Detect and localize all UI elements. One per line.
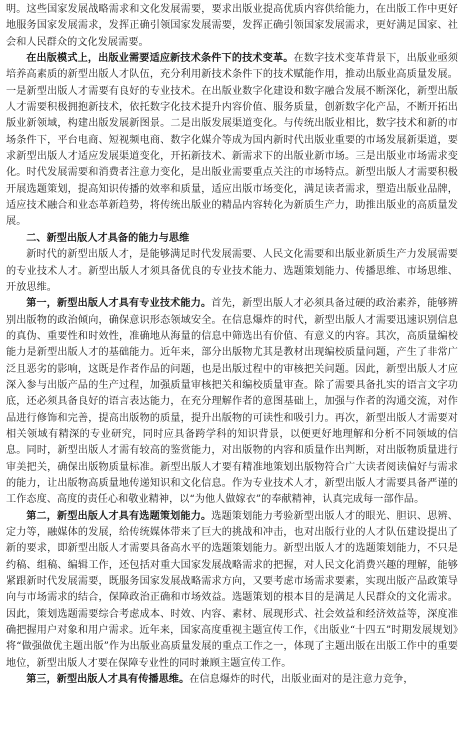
- paragraph-body: 在数字技术变革背景下，出版业亟须培养高素质的新型出版人才队伍，充分利用新技术条件下的技术赋能作用，推动出版业高质量发展。一是新型出版人才需要有良好的专业技术。在出版业数字化建设和数字融合发展不断深化，新型出版人才需要积极拥抱新技术，依托数字化技术提升内容价值、服务质量，创新数字化产品，不断开拓出版业新领域，构建出版发展新图景。二是出版发展渠道变化。与传统出版业相比，数字技术和新的市场条件下，平台电商、短视频电商、数字化媒介等成为国内新时代出版业重要的市场发展新渠道，要求新型出版人才适应发展渠道变化，开拓新技术、新需求下的出版业新市场。三是出版业市场需求变化。时代发展需要和消费者注意力变化，是出版业需要重点关注的市场特点。新型出版人才需要积极开展选题策划，提高知识传播的效率和质量，适应出版市场变化，满足读者需求，塑造出版业品牌，适应技术融合和业态革新趋势，将传统出版业的精品内容转化为新质生产力，助推出版业的高质量发展。: [6, 53, 458, 228]
- paragraph-technical-ability: [6, 296, 458, 508]
- paragraph-intro-continuation: 明。这些国家发展战略需求和文化发展需要，要求出版业提高优质内容供给能力，在出版工作中更好地服务国家发展需求，发挥正确引领国家发展需要，发挥正确引领国家发展需求，更好满足国家、社会和人民群众的文化发展需要。: [6, 4, 458, 48]
- paragraph-body: 首先，新型出版人才必须具备过硬的政治素养，能够辨别出版物的政治倾向，确保意识形态领域安全。在信息爆炸的时代，新型出版人才需要迅速识别信息的真伪、重要性和时效性，准确地从海量的信息中筛选出有价值、有意义的内容。其次，高质量编校能力是新型出版人才的基础能力。近年来，部分出版物尤其是教材出现编校质量问题，产生了非常广泛且恶劣的影响，这既是作者作品的问题，也是出版过程中的审核把关问题。因此，新型出版人才应深入参与出版产品的生产过程，加强质量审核把关和编校质量审查。除了需要具备扎实的语言文字功底，还必须具备良好的语言表达能力，在充分理解作者的意图基础上，加强与作者的沟通交流，对作品进行修饰和完善，提高出版物的质量，提升出版物的可读性和吸引力。再次，新型出版人才需要对相关领域有精深的专业研究，同时应具备跨学科的知识背景，以便更好地理解和分析不同领域的信息。同时，新型出版人才需有较高的鉴赏能力，对出版物的内容和质量作出判断，对出版物质量进行审美把关，确保出版物质量标准。新型出版人才要有精准地策划出版物符合广大读者阅读偏好与需求的能力，让出版物高质量地传递知识和文化信息。作为专业技术人才，新型出版人才需要具备严谨的工作态度、高度的责任心和敬业精神，以“为他人做嫁衣”的奉献精神，认真完成每一部作品。: [6, 298, 458, 506]
- paragraph-body: 选题策划能力考验新型出版人才的眼光、胆识、思辨、定力等，融媒体的发展，给传统媒体带来了巨大的挑战和冲击，也对出版行业的人才队伍建设提出了新的要求，即新型出版人才需要具备高水平的选题策划能力。新型出版人才的选题策划能力，不只是约稿、组稿、编辑工作，还包括对重大国家发展战略需求的把握，对人民文化消费兴趣的理解，能够紧跟新时代发展需要，既服务国家发展战略需求方向，又要考虑市场需求要素，实现出版产品政策导向与市场需求的结合，保障政治正确和市场效益。选题策划的根本目的是满足人民群众的文化需求。因此，策划选题需要综合考虑成本、时效、内容、素材、展现形式、社会效益和经济效益等，深度准确把握用户对象和用户需求。近年来，国家高度重视主题宣传工作，《出版业“十四五”时期发展规划》将“做强做优主题出版”作为出版业高质量发展的重点工作之一，体现了主题出版在出版工作中的重要地位，新型出版人才要在保障专业性的同时兼顾主题宣传工作。: [6, 510, 458, 669]
- paragraph-lead: 第二，新型出版人才具有选题策划能力。: [26, 510, 212, 522]
- section-heading: 二、新型出版人才具备的能力与思维: [26, 232, 190, 244]
- paragraph-communication-thinking: [6, 672, 458, 688]
- paragraph-body: 在信息爆炸的时代，出版业面对的是注意力竞争，: [189, 674, 414, 686]
- paragraph-lead: 第三，新型出版人才具有传播思维。: [26, 674, 190, 686]
- paragraph-lead: 在出版模式上，出版业需要适应新技术条件下的技术变革。: [26, 53, 294, 65]
- paragraph-topic-planning: [6, 509, 458, 672]
- paragraph-section-intro: 新时代的新型出版人才，是能够满足时代发展需要、人民文化需要和出版业新质生产力发展需要的专业技术人才。新型出版人才须具备优良的专业技术能力、选题策划能力、传播思维、市场思维、开放思维。: [6, 249, 458, 293]
- paragraph-lead: 第一，新型出版人才具有专业技术能力。: [26, 298, 212, 310]
- paragraph-publishing-model: [6, 51, 458, 231]
